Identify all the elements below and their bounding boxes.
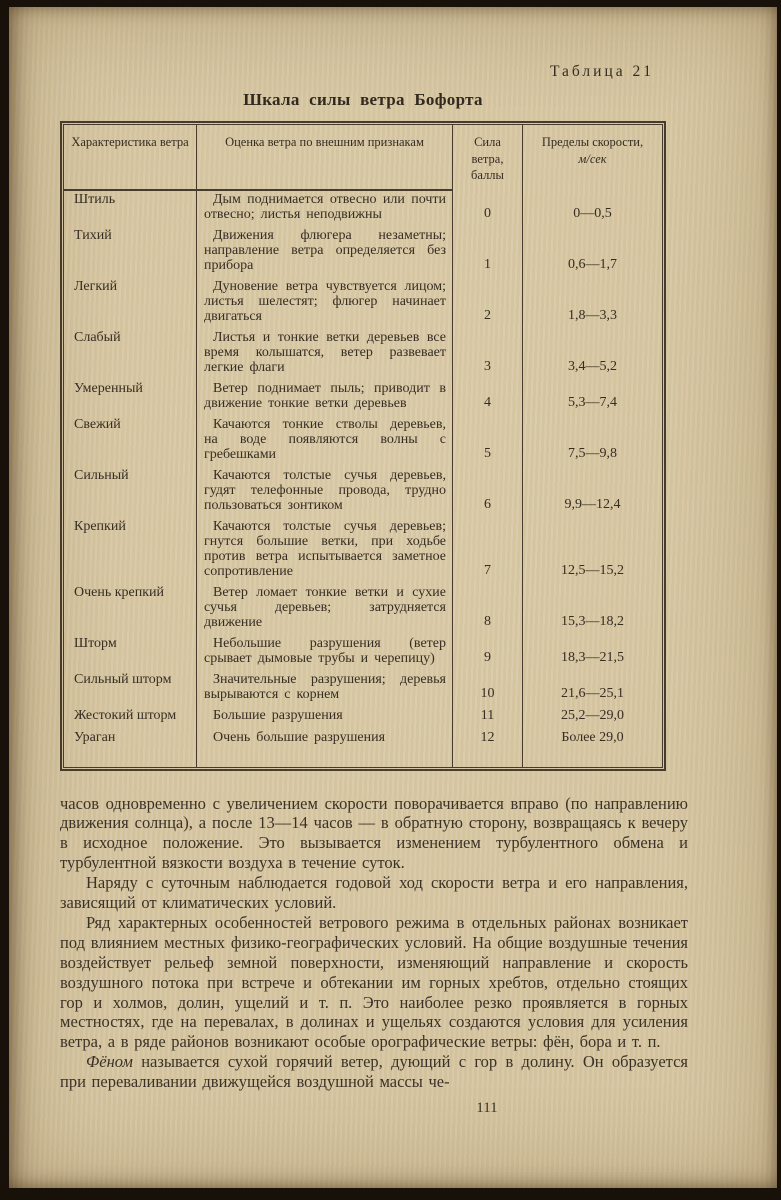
table-row — [64, 671, 662, 707]
wind-signs-cell: Небольшие разрушения (ветер срывает дымовые трубы и черепицу) — [197, 635, 453, 671]
wind-characteristic-cell: Крепкий — [64, 518, 197, 584]
wind-speed-cell: 18,3—21,5 — [561, 649, 624, 665]
wind-force-cell: 7 — [453, 518, 523, 584]
wind-speed-cell: 5,3—7,4 — [568, 394, 617, 410]
table-row — [64, 584, 662, 635]
wind-characteristic-cell: Свежий — [64, 416, 197, 467]
book-page — [9, 7, 777, 1188]
wind-characteristic-cell: Штиль — [64, 191, 197, 227]
wind-force-cell: 12 — [453, 729, 523, 767]
wind-signs-cell: Качаются толстые сучья деревьев, гудят телефонные провода, трудно пользоваться зонтиком — [197, 467, 453, 518]
paragraph-local-conditions: Ряд характерных особенностей ветрового режима в отдельных районах возникает под влиянием местных физико-географических условий. На общие воздушные течения воздействует рельеф земной поверхности, изменяющий направление и скорость воздушного потока при встрече и обтекании им горных хребтов, отдельно стоящих гор и холмов, долин, ущелий и т. п. Это наиболее резко проявляется в горных местностях, где на перевалах, в долинах и ущельях создаются условия для усиления ветра, а в ряде районов возникают особые орографические ветры: фён, бора и т. п. — [60, 912, 688, 1052]
wind-force-cell: 1 — [453, 227, 523, 278]
wind-characteristic-cell: Шторм — [64, 635, 197, 671]
table-row — [64, 329, 662, 380]
wind-signs-cell: Ветер ломает тонкие ветки и сухие сучья деревьев; затрудняется движение — [197, 584, 453, 635]
paragraph-foehn — [60, 1052, 688, 1092]
wind-speed-cell: 9,9—12,4 — [564, 496, 621, 512]
wind-signs-cell: Дым поднимается отвесно или почти отвесно; листья неподвижны — [197, 191, 453, 227]
table-row — [64, 518, 662, 584]
table-row — [64, 278, 662, 329]
wind-signs-cell: Большие разрушения — [197, 707, 453, 729]
wind-characteristic-cell: Тихий — [64, 227, 197, 278]
wind-characteristic-cell: Умеренный — [64, 380, 197, 416]
column-header-speed-limits: Пределы скорости, м/сек — [523, 125, 662, 191]
wind-signs-cell: Качаются тонкие стволы деревьев, на воде появляются волны с гребешками — [197, 416, 453, 467]
foehn-term: Фёном — [86, 1052, 133, 1072]
table-row — [64, 635, 662, 671]
wind-signs-cell: Листья и тонкие ветки деревьев все время колышатся, ветер развевает легкие флаги — [197, 329, 453, 380]
wind-force-cell: 0 — [453, 191, 523, 227]
table-header-row — [64, 125, 662, 191]
wind-speed-cell: 1,8—3,3 — [568, 307, 617, 323]
wind-speed-cell: 0,6—1,7 — [568, 256, 617, 272]
wind-force-cell: 6 — [453, 467, 523, 518]
column-header-characteristic: Характеристика ветра — [64, 125, 197, 191]
wind-characteristic-cell: Жестокий шторм — [64, 707, 197, 729]
table-row — [64, 729, 662, 767]
wind-signs-cell: Значительные разрушения; деревья вырываются с корнем — [197, 671, 453, 707]
table-row — [64, 416, 662, 467]
beaufort-scale-table — [60, 121, 666, 771]
wind-characteristic-cell: Сильный шторм — [64, 671, 197, 707]
wind-force-cell: 11 — [453, 707, 523, 729]
wind-speed-cell: 7,5—9,8 — [568, 445, 617, 461]
wind-characteristic-cell: Легкий — [64, 278, 197, 329]
wind-speed-cell: 0—0,5 — [573, 205, 612, 221]
wind-force-cell: 2 — [453, 278, 523, 329]
table-row — [64, 380, 662, 416]
paragraph-foehn-text: называется сухой горячий ветер, дующий с гор в долину. Он образуется при переваливании движущейся воздушной массы че- — [60, 1052, 688, 1092]
body-text — [60, 794, 688, 1093]
table-row — [64, 191, 662, 227]
wind-force-cell: 3 — [453, 329, 523, 380]
wind-characteristic-cell: Ураган — [64, 729, 197, 767]
column-header-outward-signs: Оценка ветра по внешним признакам — [197, 125, 453, 191]
wind-speed-cell: 12,5—15,2 — [561, 562, 624, 578]
wind-force-cell: 10 — [453, 671, 523, 707]
wind-speed-cell: 3,4—5,2 — [568, 358, 617, 374]
wind-characteristic-cell: Сильный — [64, 467, 197, 518]
wind-signs-cell: Очень большие разрушения — [197, 729, 453, 767]
wind-speed-cell: 25,2—29,0 — [561, 707, 624, 723]
wind-speed-cell: Более 29,0 — [561, 729, 624, 745]
table-row — [64, 467, 662, 518]
column-header-force-points: Сила ветра, баллы — [453, 125, 523, 191]
wind-speed-cell: 21,6—25,1 — [561, 685, 624, 701]
page-title: Шкала силы ветра Бофорта — [243, 90, 483, 109]
table-row — [64, 227, 662, 278]
table-body — [64, 191, 662, 767]
table-row — [64, 707, 662, 729]
wind-characteristic-cell: Слабый — [64, 329, 197, 380]
wind-signs-cell: Качаются толстые сучья деревьев; гнутся большие ветки, при ходьбе против ветра испытывается заметное сопротивление — [197, 518, 453, 584]
speed-unit-label: м/сек — [578, 151, 607, 166]
wind-speed-cell: 15,3—18,2 — [561, 613, 624, 629]
wind-signs-cell: Движения флюгера незаметны; направление ветра определяется без прибора — [197, 227, 453, 278]
paragraph-diurnal-wind: часов одновременно с увеличением скорости поворачивается вправо (по направлению движения солнца), а после 13—14 часов — в обратную сторону, возвращаясь к вечеру в исходное положение. Это вызывается изменением турбулентного обмена и турбулентной вязкости воздуха в течение суток. — [60, 793, 688, 873]
page-number: 111 — [476, 1100, 498, 1117]
wind-force-cell: 4 — [453, 380, 523, 416]
wind-force-cell: 9 — [453, 635, 523, 671]
table-caption: Таблица 21 — [549, 63, 654, 80]
wind-force-cell: 8 — [453, 584, 523, 635]
paragraph-annual-course: Наряду с суточным наблюдается годовой ход скорости ветра и его направления, зависящий от климатических условий. — [60, 873, 688, 913]
wind-signs-cell: Ветер поднимает пыль; приводит в движение тонкие ветки деревьев — [197, 380, 453, 416]
wind-signs-cell: Дуновение ветра чувствуется лицом; листья шелестят; флюгер начинает двигаться — [197, 278, 453, 329]
wind-characteristic-cell: Очень крепкий — [64, 584, 197, 635]
table-inner-frame — [63, 124, 663, 768]
wind-force-cell: 5 — [453, 416, 523, 467]
